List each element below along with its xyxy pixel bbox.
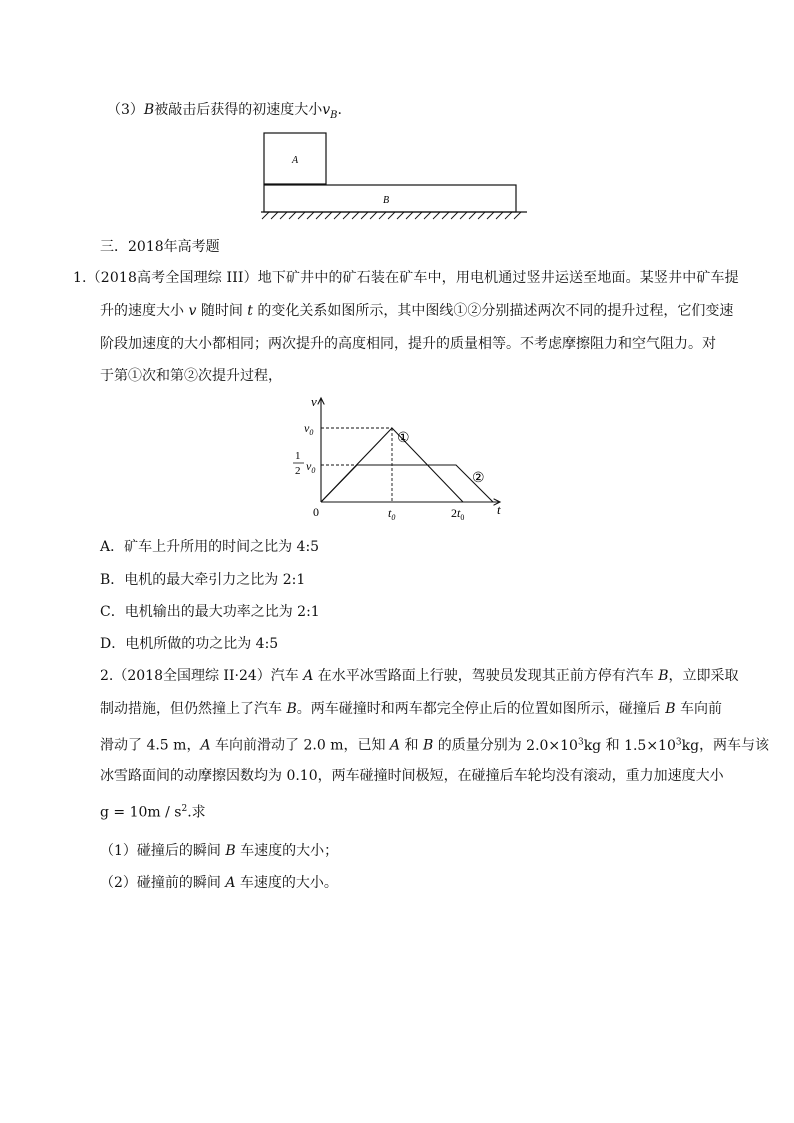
problem-1-line-3: 阶段加速度的大小都相同；两次提升的高度相同，提升的质量相等。不考虑摩擦阻力和空气阻力。对 [100,336,716,352]
blocks-figure [255,128,535,220]
question-3: （3）B被敲击后获得的初速度大小$v_B$. [107,102,342,121]
hatch-mark [262,212,269,219]
sub-question-1: （1）碰撞后的瞬间 B 车速度的大小； [100,843,339,859]
hatch-mark [460,212,467,219]
hatch-mark [496,212,503,219]
hatch-mark [406,212,413,219]
origin-label: 0 [313,505,319,519]
half-denominator: 2 [295,465,301,477]
mass-a: $2.0\times 10^3kg$ [526,737,602,754]
hatch-mark [433,212,440,219]
half-numerator: 1 [295,450,301,462]
hatch-mark [379,212,386,219]
option-d: D．电机所做的功之比为 4:5 [100,636,279,652]
vt-graph [285,392,515,526]
hatch-mark [361,212,368,219]
hatch-mark [505,212,512,219]
option-b: B．电机的最大牵引力之比为 2:1 [100,572,306,588]
axis-t-label: t [497,502,501,517]
gravity-equation: $g = 10m / s^2$.求 [100,804,206,821]
half-v0-label: $v_0$ [306,459,316,475]
hatch-mark [478,212,485,219]
letter-b: B [143,102,155,118]
curve-2 [321,465,493,502]
problem-2-line-4: 冰雪路面间的动摩擦因数均为 0.10，两车碰撞时间极短，在碰撞后车轮均没有滚动，重力加速度大小 [100,768,724,784]
sub-question-2: （2）碰撞前的瞬间 A 车速度的大小。 [100,875,338,891]
hatch-mark [442,212,449,219]
hatch-mark [424,212,431,219]
curve-1-label: ① [397,431,410,446]
option-a: A．矿车上升所用的时间之比为 4:5 [100,539,320,555]
block-b-label: B [382,195,390,206]
axis-v-label: v [311,394,317,409]
v0-label: $v_0$ [304,421,314,437]
problem-1-line-1: 1.（2018高考全国理综 III）地下矿井中的矿石装在矿车中，用电机通过竖井运送至地面。某竖井中矿车提 [73,270,739,286]
hatch-mark [298,212,305,219]
hatch-mark [397,212,404,219]
hatch-mark [307,212,314,219]
hatch-mark [415,212,422,219]
block-b [264,185,516,212]
two-t0-label: $2t_0$ [451,506,465,522]
problem-2-line-2: 制动措施，但仍然撞上了汽车 B。两车碰撞时和两车都完全停止后的位置如图所示，碰撞后 B 车向前 [100,701,722,717]
hatch-mark [271,212,278,219]
hatch-mark [487,212,494,219]
section-title: 三．2018年高考题 [100,239,220,255]
hatch-mark [352,212,359,219]
hatch-mark [514,212,521,219]
problem-1-line-2: 升的速度大小 v 随时间 t 的变化关系如图所示，其中图线①②分别描述两次不同的提升过程，它们变速 [100,303,734,319]
ground-hatching [262,212,521,219]
problem-2-line-1: 2.（2018全国理综 II·24）汽车 A 在水平冰雪路面上行驶，驾驶员发现其正前方停有汽车 B，立即采取 [100,668,739,684]
problem-1-line-4: 于第①次和第②次提升过程， [100,368,282,384]
curve-2-label: ② [472,471,485,486]
hatch-mark [325,212,332,219]
block-a-label: A [291,155,299,166]
hatch-mark [451,212,458,219]
hatch-mark [469,212,476,219]
hatch-mark [316,212,323,219]
hatch-mark [334,212,341,219]
hatch-mark [343,212,350,219]
hatch-mark [289,212,296,219]
hatch-mark [370,212,377,219]
hatch-mark [280,212,287,219]
problem-2-line-3: 滑动了 4.5 m，A 车向前滑动了 2.0 m，已知 A 和 B 的质量分别为 $2.0\times 10^3kg$ 和 $1.5\times 10^3kg$，两车与该 [100,737,770,754]
hatch-mark [388,212,395,219]
mass-b: $1.5\times 10^3kg$ [624,737,700,754]
option-c: C．电机输出的最大功率之比为 2:1 [100,604,320,620]
t0-label: $t_0$ [388,506,396,522]
